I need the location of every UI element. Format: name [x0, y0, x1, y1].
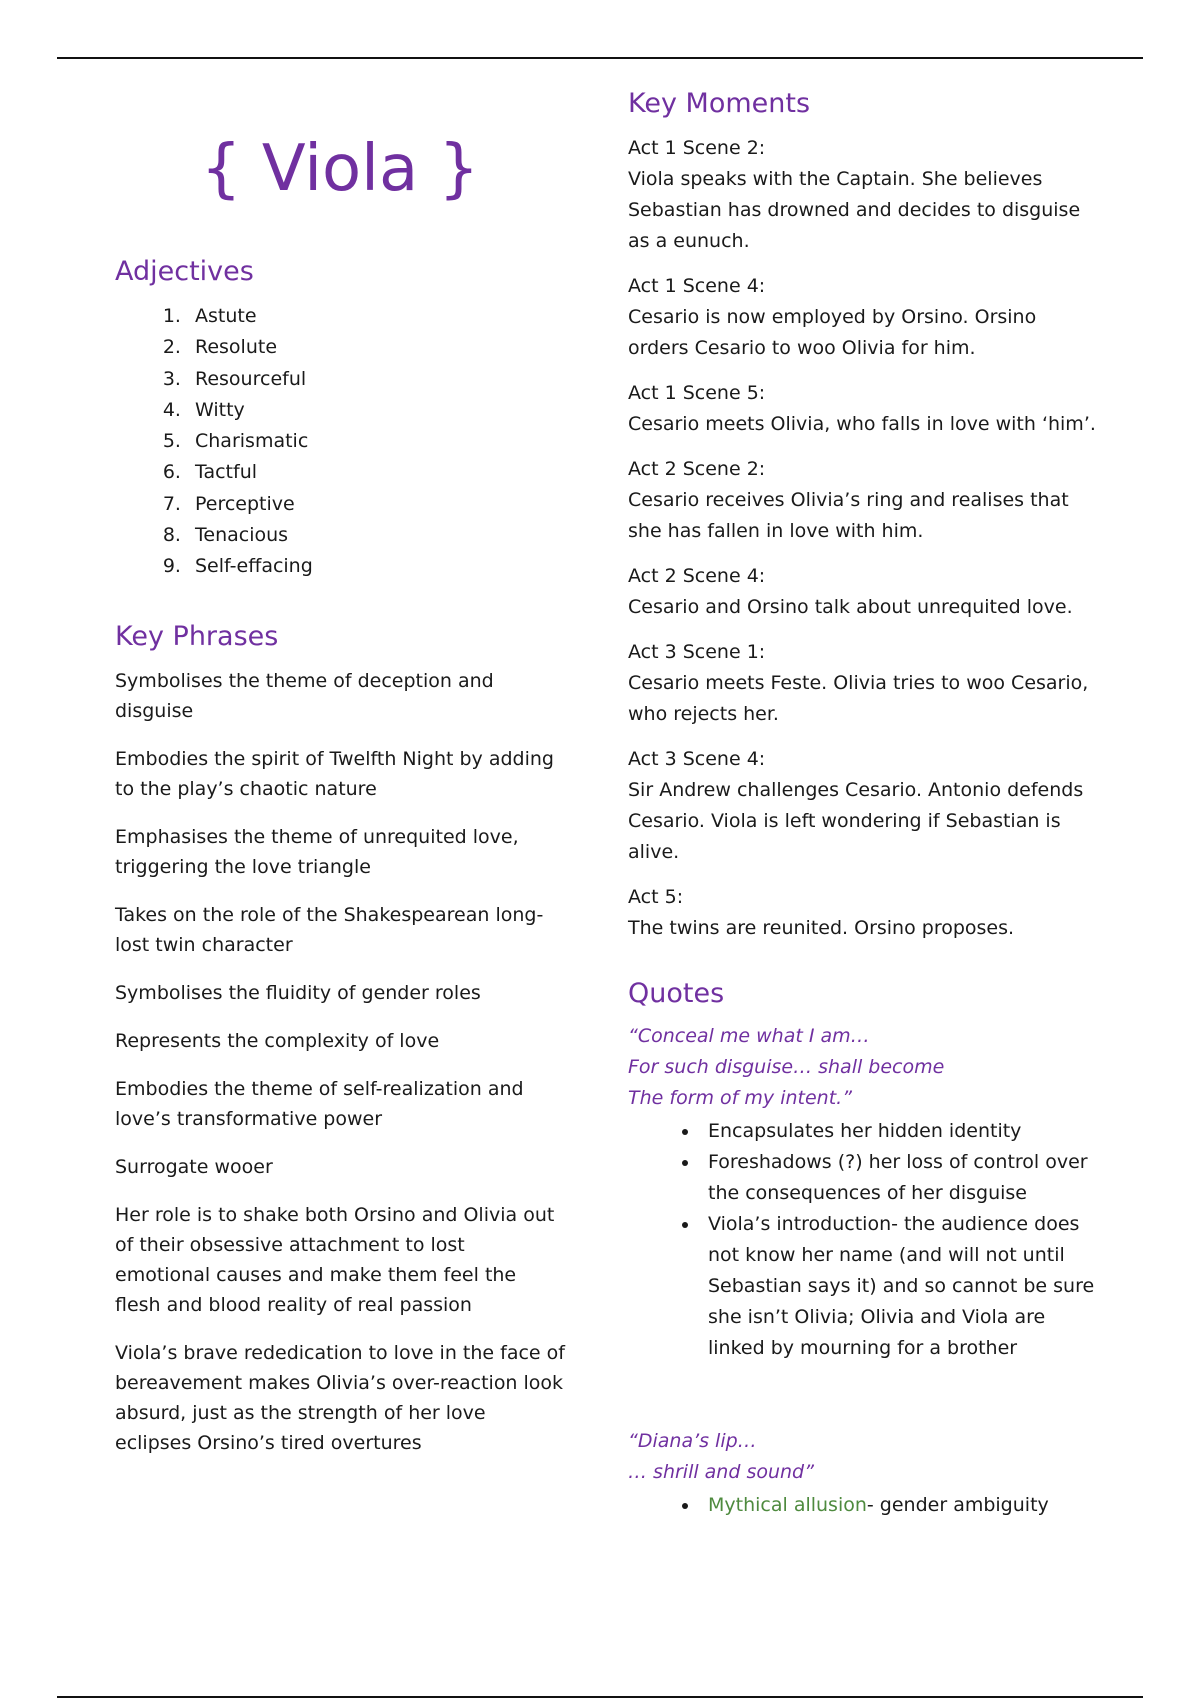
moment-text: Cesario receives Olivia’s ring and realises that she has fallen in love with him. — [628, 489, 1069, 542]
allusion-highlight: Mythical allusion — [708, 1494, 867, 1516]
adjective-item: 6. Tactful — [187, 457, 565, 488]
key-phrases-heading: Key Phrases — [115, 620, 279, 652]
analysis-item — [700, 1490, 1098, 1521]
quote-line: For such disguise… shall become — [628, 1056, 945, 1078]
analysis-item: • Encapsulates her hidden identity — [700, 1116, 1098, 1147]
moment-act: Act 1 Scene 5: — [628, 382, 766, 404]
adjectives-heading: Adjectives — [115, 256, 254, 287]
adjective-item: 7. Perceptive — [187, 489, 565, 520]
adjective-item: 4. Witty — [187, 395, 565, 426]
key-moment — [628, 454, 1098, 547]
moment-text: Cesario and Orsino talk about unrequited love. — [628, 596, 1073, 618]
page-title: { Viola } — [200, 132, 480, 206]
left-column — [115, 120, 565, 1476]
key-phrase: Emphasises the theme of unrequited love, triggering the love triangle — [115, 825, 519, 878]
key-phrase: Represents the complexity of love — [115, 1029, 440, 1052]
adjective-item: 5. Charismatic — [187, 426, 565, 457]
moment-text: Viola speaks with the Captain. She believes Sebastian has drowned and decides to disguise as a eunuch. — [628, 168, 1081, 252]
quote-line: … shrill and sound” — [628, 1461, 814, 1483]
moment-text: Cesario meets Feste. Olivia tries to woo Cesario, who rejects her. — [628, 672, 1089, 725]
key-phrase: Symbolises the theme of deception and disguise — [115, 669, 494, 722]
key-phrases-list — [115, 666, 565, 1458]
moment-act: Act 2 Scene 4: — [628, 565, 766, 587]
analysis-item: • Foreshadows (?) her loss of control over the consequences of her disguise — [700, 1147, 1098, 1209]
key-moment — [628, 637, 1098, 730]
adjective-item: 9. Self-effacing — [187, 551, 565, 582]
moment-act: Act 5: — [628, 886, 684, 908]
key-moment — [628, 133, 1098, 257]
adjective-item: 2. Resolute — [187, 332, 565, 363]
quote-block — [628, 1426, 1098, 1488]
key-moment — [628, 882, 1098, 944]
quotes-heading: Quotes — [628, 978, 725, 1009]
moment-act: Act 2 Scene 2: — [628, 458, 766, 480]
adjective-item: 1. Astute — [187, 301, 565, 332]
quote-line: “Diana’s lip… — [628, 1430, 757, 1452]
key-moment — [628, 378, 1098, 440]
moment-act: Act 1 Scene 4: — [628, 275, 766, 297]
key-phrase: Surrogate wooer — [115, 1155, 273, 1178]
key-phrase: Viola’s brave rededication to love in the face of bereavement makes Olivia’s over-reaction look absurd, just as the strength of her love eclipses Orsino’s tired overtures — [115, 1341, 565, 1454]
moment-text: Cesario meets Olivia, who falls in love with ‘him’. — [628, 413, 1096, 435]
moment-act: Act 3 Scene 1: — [628, 641, 766, 663]
key-phrase: Embodies the theme of self-realization and love’s transformative power — [115, 1077, 524, 1130]
adjective-item: 3. Resourceful — [187, 364, 565, 395]
moment-text: The twins are reunited. Orsino proposes. — [628, 917, 1015, 939]
analysis-text: - gender ambiguity — [866, 1494, 1049, 1516]
key-moments-heading: Key Moments — [628, 88, 811, 119]
analysis-item: • Viola’s introduction- the audience does not know her name (and will not until Sebastian says it) and so cannot be sure she isn’t Olivia; Olivia and Viola are linked by mourning for a brother — [700, 1209, 1098, 1364]
moment-act: Act 1 Scene 2: — [628, 137, 766, 159]
bottom-rule — [57, 1696, 1143, 1698]
quote-analysis-list — [628, 1490, 1098, 1521]
quote-line: The form of my intent.” — [628, 1087, 853, 1109]
key-phrase: Takes on the role of the Shakespearean long-lost twin character — [115, 903, 544, 956]
right-column — [628, 88, 1098, 1521]
key-phrase: Her role is to shake both Orsino and Olivia out of their obsessive attachment to lost emotional causes and make them feel the flesh and blood reality of real passion — [115, 1203, 555, 1316]
key-moment — [628, 561, 1098, 623]
moment-text: Cesario is now employed by Orsino. Orsino orders Cesario to woo Olivia for him. — [628, 306, 1037, 359]
key-moment — [628, 271, 1098, 364]
key-phrase: Symbolises the fluidity of gender roles — [115, 981, 481, 1004]
quote-block — [628, 1021, 1098, 1114]
top-rule — [57, 57, 1143, 59]
adjectives-list — [115, 301, 565, 583]
moment-act: Act 3 Scene 4: — [628, 748, 766, 770]
quote-analysis-list — [628, 1116, 1098, 1364]
key-moment — [628, 744, 1098, 868]
quote-line: “Conceal me what I am… — [628, 1025, 870, 1047]
key-phrase: Embodies the spirit of Twelfth Night by adding to the play’s chaotic nature — [115, 747, 554, 800]
moment-text: Sir Andrew challenges Cesario. Antonio defends Cesario. Viola is left wondering if Sebastian is alive. — [628, 779, 1084, 863]
adjective-item: 8. Tenacious — [187, 520, 565, 551]
